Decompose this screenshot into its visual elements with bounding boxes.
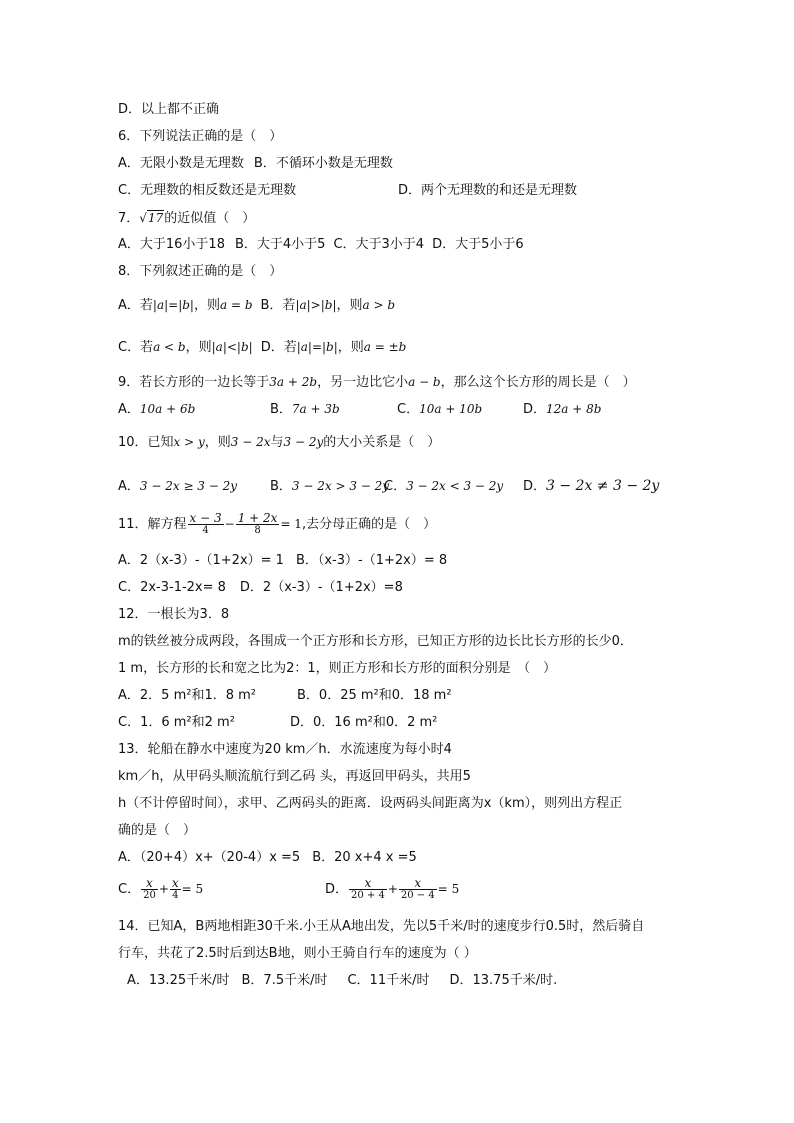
q13-c-plus: + <box>158 882 169 896</box>
q11-options-row1 <box>118 552 447 570</box>
q9-expr-diff: a − b <box>408 375 441 389</box>
q13-c-fraction-2-numerator: x <box>171 876 179 890</box>
q9-stem-mid: ，另一边比它小 <box>317 375 409 390</box>
q11-stem-pre: 11．解方程 <box>118 517 187 532</box>
q10-option-b-label: B． <box>270 479 292 494</box>
q13-option-d-label: D． <box>325 882 349 897</box>
q8-options-row1 <box>118 296 395 315</box>
q9-option-a-label: A． <box>118 402 140 417</box>
q14-options <box>127 972 557 990</box>
q6-option-c: C．无理数的相反数还是无理数 <box>118 183 297 198</box>
q9-option-d: 12a + 8b <box>546 402 602 416</box>
q13-line-2: km／h，从甲码头顺流航行到乙码 头，再返回甲码头，共用5 <box>118 769 471 784</box>
q8-option-c-result: |a|<|b| <box>211 340 253 354</box>
q14-option-a: A．13.25千米/时 <box>127 973 230 988</box>
q13-d-fraction-2-denominator: 20 − 4 <box>400 890 435 901</box>
q10-option-c-wrap <box>384 477 503 496</box>
q11-fraction-2 <box>236 513 280 536</box>
q9-option-d-wrap <box>523 400 601 419</box>
q11-fraction-1-denominator: 4 <box>202 525 209 536</box>
q13-option-d-wrap <box>325 875 459 904</box>
q10-option-d: 3 − 2x ≠ 3 − 2y <box>546 478 660 494</box>
q13-c-fraction-2 <box>170 878 181 901</box>
q8-option-c-label: C．若 <box>118 340 154 355</box>
q13-c-equals: = 5 <box>181 882 204 896</box>
q8-options-row2 <box>118 338 406 357</box>
q7-radicand: 17 <box>147 211 164 225</box>
q11-stem <box>118 511 436 538</box>
q8-option-c-then: ，则 <box>185 340 212 355</box>
q10-option-a-label: A． <box>118 479 140 494</box>
q8-option-a-then: ，则 <box>193 298 220 313</box>
q8-option-b-then: ，则 <box>336 298 363 313</box>
q14-line-1: 14．已知A，B两地相距30千米.小王从A地出发，先以5千米/时的速度步行0.5时，然后骑自 <box>118 919 645 934</box>
q13-d-equals: = 5 <box>437 882 460 896</box>
q9-option-a: 10a + 6b <box>139 402 196 416</box>
q9-option-b-label: B． <box>270 402 292 417</box>
q7-option-b: B．大于4小于5 <box>234 237 326 252</box>
q12-line-2: m的铁丝被分成两段，各围成一个正方形和长方形，已知正方形的边长比长方形的长少0． <box>118 634 633 649</box>
q8-option-b-label: B．若 <box>260 298 296 313</box>
q13-c-fraction-1 <box>141 878 158 901</box>
q6-options-row1 <box>118 155 393 173</box>
q10-stem-post: 的大小关系是（ ） <box>323 435 441 450</box>
q13-c-fraction-2-denominator: 4 <box>172 890 179 901</box>
q9-option-d-label: D． <box>523 402 547 417</box>
q10-option-d-wrap <box>523 477 659 496</box>
q8-option-c-condition: a < b <box>153 340 186 354</box>
q13-options-row1 <box>118 849 417 867</box>
q13-d-fraction-1-numerator: x <box>349 878 387 890</box>
q12-option-a: A．2．5 m²和1．8 m² <box>118 688 256 703</box>
q11-options-row2 <box>118 579 403 597</box>
q10-option-c-label: C． <box>384 479 407 494</box>
q7-number: 7． <box>118 211 140 226</box>
q10-stem-mid: ，则 <box>204 435 231 450</box>
q6-options-row2 <box>118 182 296 200</box>
q9-expr-side: 3a + 2b <box>269 375 318 389</box>
q12-option-d: D．0．16 m²和0．2 m² <box>290 715 438 730</box>
q13-line-1: 13．轮船在静水中速度为20 km／h．水流速度为每小时4 <box>118 742 452 757</box>
q8-stem: 8．下列叙述正确的是（ ） <box>118 264 283 279</box>
q11-fraction-1 <box>188 513 224 536</box>
q10-option-a-wrap <box>118 477 237 496</box>
q11-minus: − <box>224 517 235 531</box>
q14-option-c: C．11千米/时 <box>347 973 430 988</box>
q10-expr-1: 3 − 2x <box>230 435 271 449</box>
q12-line-1: 12．一根长为3．8 <box>118 607 230 622</box>
q7-option-a: A．大于16小于18 <box>118 237 225 252</box>
q10-stem <box>118 433 440 452</box>
q12-option-b: B．0．25 m²和0．18 m² <box>297 688 452 703</box>
q11-fraction-2-numerator: 1 + 2x <box>237 511 278 525</box>
q9-options <box>118 400 195 419</box>
q6-stem: 6．下列说法正确的是（ ） <box>118 129 283 144</box>
q10-stem-pre: 10．已知 <box>118 435 174 450</box>
q8-option-b-condition: |a|>|b| <box>295 298 337 312</box>
q8-option-b-result: a > b <box>362 298 396 312</box>
q13-d-plus: + <box>387 882 398 896</box>
q13-option-a: A．（20+4）x+（20-4）x =5 <box>118 850 301 865</box>
q13-d-fraction-1-denominator: 20 + 4 <box>351 890 385 901</box>
q10-option-d-label: D． <box>523 479 547 494</box>
q7-stem <box>118 209 255 228</box>
q14-option-d: D．13.75千米/时. <box>449 973 558 988</box>
q13-c-fraction-1-numerator: x <box>141 878 158 890</box>
q9-stem-post: ，那么这个长方形的周长是（ ） <box>440 375 636 390</box>
q13-d-fraction-2-numerator: x <box>399 878 437 890</box>
q7-option-d: D．大于5小于6 <box>432 237 524 252</box>
q8-option-a-condition: |a|=|b| <box>152 298 194 312</box>
q10-option-c: 3 − 2x < 3 − 2y <box>406 479 504 493</box>
q12-option-c: C．1．6 m²和2 m² <box>118 715 235 730</box>
q13-d-fraction-1 <box>349 878 387 901</box>
q8-option-a-label: A．若 <box>118 298 153 313</box>
q10-option-b: 3 − 2x > 3 − 2y <box>291 479 390 493</box>
q9-option-b: 7a + 3b <box>291 402 340 416</box>
q11-fraction-1-numerator: x − 3 <box>189 511 222 525</box>
q13-option-c-label: C． <box>118 882 141 897</box>
q10-expr-2: 3 − 2y <box>283 435 324 449</box>
q13-line-3: h（不计停留时间），求甲、乙两码头的距离．设两码头间距离为x（km），则列出方程正 <box>118 796 623 811</box>
q11-option-d: D．2（x-3）-（1+2x）=8 <box>239 580 403 595</box>
q10-stem-and: 与 <box>270 435 284 450</box>
q7-option-c: C．大于3小于4 <box>333 237 425 252</box>
q8-option-d-then: ，则 <box>337 340 364 355</box>
q11-equals: = 1 <box>280 517 302 531</box>
q13-d-fraction-2 <box>399 878 437 901</box>
q9-option-b-wrap <box>270 400 340 419</box>
q13-option-c-wrap <box>118 875 203 904</box>
q6-option-b: B．不循环小数是无理数 <box>253 156 393 171</box>
q12-line-3: 1 m，长方形的长和宽之比为2：1，则正方形和长方形的面积分别是 （ ） <box>118 661 557 676</box>
q11-stem-post: ,去分母正确的是（ ） <box>301 517 437 532</box>
q11-option-b: B．（x-3）-（1+2x）= 8 <box>295 553 448 568</box>
q8-option-d-condition: |a|=|b| <box>296 340 338 354</box>
q9-option-c-label: C． <box>397 402 420 417</box>
q13-option-b: B．20 x+4 x =5 <box>312 850 417 865</box>
q10-condition: x > y <box>173 435 205 449</box>
q6-option-d: D．两个无理数的和还是无理数 <box>398 183 578 198</box>
q9-stem-pre: 9．若长方形的一边长等于 <box>118 375 270 390</box>
q11-option-a: A．2（x-3）-（1+2x）= 1 <box>118 553 284 568</box>
q8-option-d-result: a = ±b <box>363 340 407 354</box>
q7-options <box>118 236 524 254</box>
q11-option-c: C．2x-3-1-2x= 8 <box>118 580 226 595</box>
q13-c-fraction-1-denominator: 20 <box>143 890 156 901</box>
q8-option-a-result: a = b <box>219 298 253 312</box>
q7-stem-tail: 的近似值（ ） <box>164 211 256 226</box>
q14-option-b: B．7.5千米/时 <box>241 973 328 988</box>
q10-option-a: 3 − 2x ≥ 3 − 2y <box>139 479 238 493</box>
q14-line-2: 行车，共花了2.5时后到达B地，则小王骑自行车的速度为（ ） <box>118 946 477 961</box>
q8-option-d-label: D．若 <box>260 340 297 355</box>
q13-line-4: 确的是（ ） <box>118 823 197 838</box>
sqrt-symbol: √17 <box>139 211 164 225</box>
q5-option-d: D．以上都不正确 <box>118 102 220 117</box>
q10-option-b-wrap <box>270 477 389 496</box>
q9-option-c: 10a + 10b <box>419 402 483 416</box>
q9-option-c-wrap <box>397 400 482 419</box>
q6-option-a: A．无限小数是无理数 <box>118 156 244 171</box>
q9-stem <box>118 373 636 392</box>
q11-fraction-2-denominator: 8 <box>254 525 261 536</box>
